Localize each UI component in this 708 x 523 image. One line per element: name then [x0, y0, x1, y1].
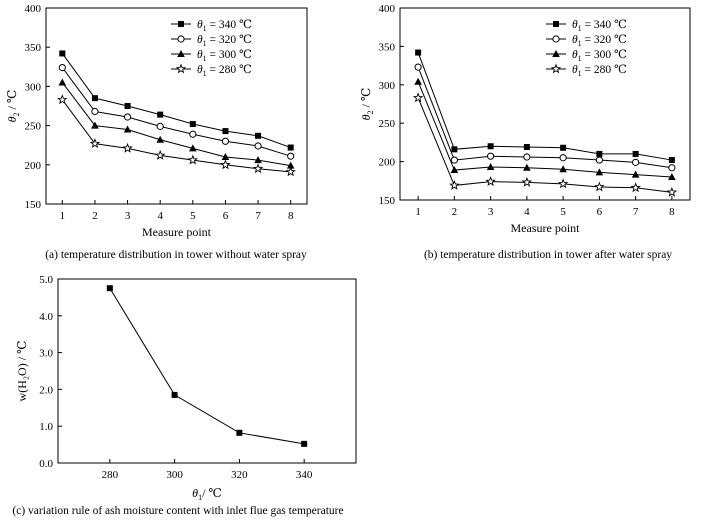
- y-tick-label: 250: [24, 120, 41, 133]
- x-tick-label: 7: [255, 210, 261, 222]
- series-line: [62, 82, 290, 165]
- data-point: [559, 180, 567, 188]
- series-star: [414, 94, 676, 196]
- legend-text: = 320 ℃: [581, 34, 627, 46]
- legend-entry: [572, 34, 627, 48]
- data-point: [221, 161, 229, 169]
- data-point: [59, 78, 67, 85]
- legend-entry: [572, 64, 627, 78]
- data-point: [157, 112, 163, 118]
- data-point: [124, 114, 130, 120]
- data-point: [156, 151, 164, 159]
- x-tick-label: 8: [669, 206, 675, 218]
- data-point: [523, 178, 531, 186]
- y-tick-label: 200: [378, 156, 395, 169]
- legend-var: θ: [197, 34, 203, 46]
- data-point: [451, 146, 457, 152]
- data-point: [287, 168, 295, 176]
- x-tick-label: 3: [124, 210, 131, 222]
- data-point: [524, 144, 530, 150]
- series-square: [107, 285, 307, 447]
- data-point: [524, 154, 530, 160]
- y-tick-label: 300: [378, 79, 395, 92]
- y-tick-label: 200: [24, 159, 41, 172]
- data-point: [560, 145, 566, 151]
- data-point: [59, 50, 65, 56]
- y-axis-label-sub: 2: [366, 110, 375, 115]
- data-point: [301, 441, 307, 447]
- y-tick-label: 350: [378, 41, 395, 54]
- data-point: [157, 123, 163, 129]
- figure-caption: (b) temperature distribution in tower after water spray: [423, 249, 673, 261]
- legend-sub: 1: [577, 54, 582, 63]
- series-triangle: [59, 78, 295, 168]
- x-tick-label: 5: [560, 206, 566, 218]
- data-point: [414, 94, 422, 102]
- legend-marker: [552, 65, 560, 73]
- legend-var: θ: [572, 64, 578, 76]
- x-tick-label: 4: [524, 206, 530, 218]
- plot-frame: [58, 279, 356, 463]
- legend-entry: [197, 34, 252, 48]
- legend-text: = 280 ℃: [206, 64, 252, 76]
- y-axis-label-unit: / ℃: [359, 87, 373, 108]
- y-axis-label: [359, 88, 375, 121]
- y-tick-label: 300: [24, 81, 41, 94]
- legend-sub: 1: [577, 69, 582, 78]
- legend-sub: 1: [202, 24, 207, 33]
- legend-entry: [197, 49, 252, 63]
- y-tick-label: 250: [378, 118, 395, 131]
- y-axis-label-var: θ: [5, 116, 19, 123]
- y-axis-label-unit: / ℃: [5, 89, 19, 110]
- data-point: [451, 157, 457, 163]
- data-point: [125, 103, 131, 109]
- series-line: [110, 288, 304, 444]
- x-tick-label: 5: [190, 210, 196, 222]
- y-axis-label-var: θ: [359, 114, 373, 121]
- data-point: [488, 143, 494, 149]
- legend-sub: 1: [577, 39, 582, 48]
- legend: [546, 19, 627, 78]
- data-point: [254, 165, 262, 173]
- data-point: [450, 181, 458, 189]
- x-axis-label: Measure point: [142, 225, 211, 239]
- legend-entry: [572, 19, 627, 33]
- data-point: [595, 183, 603, 191]
- data-point: [632, 184, 640, 192]
- data-point: [668, 188, 676, 196]
- series-line: [418, 53, 672, 161]
- data-point: [222, 128, 228, 134]
- y-tick-label: 150: [378, 195, 395, 207]
- x-axis-label: Measure point: [510, 221, 580, 235]
- data-point: [59, 64, 65, 70]
- data-point: [124, 144, 132, 152]
- legend-text: = 320 ℃: [206, 34, 252, 46]
- x-tick-label: 2: [451, 206, 458, 218]
- x-tick-label: 7: [632, 206, 639, 218]
- data-point: [189, 156, 197, 164]
- y-tick-label: 150: [24, 199, 41, 211]
- x-axis-label-unit: / ℃: [202, 486, 222, 500]
- data-point: [414, 78, 422, 85]
- figure-caption: (a) temperature distribution in tower without water spray: [45, 249, 307, 261]
- y-tick-label: 2.0: [39, 384, 53, 397]
- data-point: [58, 96, 66, 104]
- x-tick-label: 6: [596, 206, 603, 218]
- data-point: [633, 151, 639, 157]
- x-tick-label: 8: [287, 210, 294, 222]
- chart-c: [12, 274, 356, 517]
- legend-sub: 1: [202, 54, 207, 63]
- legend-marker: [553, 36, 559, 42]
- data-point: [172, 392, 178, 398]
- legend-var: θ: [197, 19, 203, 31]
- x-tick-label: 3: [487, 206, 494, 218]
- legend-var: θ: [572, 49, 578, 61]
- y-tick-label: 400: [24, 3, 41, 15]
- series-square: [415, 50, 675, 164]
- legend-text: = 280 ℃: [581, 64, 627, 76]
- x-tick-label: 340: [295, 469, 313, 481]
- data-point: [288, 153, 294, 159]
- x-tick-label: 1: [415, 206, 421, 218]
- legend-marker: [553, 21, 559, 27]
- y-tick-label: 350: [24, 42, 41, 55]
- y-tick-label: 1.0: [39, 421, 53, 434]
- data-point: [92, 95, 98, 101]
- legend-sub: 1: [202, 39, 207, 48]
- legend: [171, 19, 252, 78]
- legend-var: θ: [572, 19, 578, 31]
- legend-text: = 300 ℃: [581, 49, 627, 61]
- data-point: [669, 165, 675, 171]
- data-point: [255, 143, 261, 149]
- legend-marker: [177, 65, 185, 73]
- y-tick-label: 4.0: [39, 310, 53, 323]
- x-tick-label: 300: [166, 469, 183, 481]
- x-axis-label: [192, 486, 222, 502]
- x-tick-label: 1: [59, 210, 66, 222]
- legend-entry: [572, 49, 627, 63]
- data-point: [488, 153, 494, 159]
- y-axis-label-sub: 2: [12, 112, 21, 117]
- legend-text: = 300 ℃: [206, 49, 252, 61]
- data-point: [190, 131, 196, 137]
- x-axis-label-sub: 1: [198, 493, 203, 502]
- data-point: [92, 108, 98, 114]
- legend-var: θ: [572, 34, 578, 46]
- data-point: [487, 163, 495, 170]
- data-point: [669, 157, 675, 163]
- data-point: [222, 138, 228, 144]
- x-tick-label: 320: [231, 469, 248, 481]
- chart-b: [359, 3, 690, 261]
- legend-marker: [178, 21, 184, 27]
- legend-text: = 340 ℃: [206, 19, 252, 31]
- legend-text: = 340 ℃: [581, 19, 627, 31]
- data-point: [596, 151, 602, 157]
- series-square: [59, 50, 293, 150]
- y-tick-label: 3.0: [39, 347, 53, 360]
- y-tick-label: 400: [378, 3, 395, 15]
- series-line: [418, 98, 672, 192]
- data-point: [415, 50, 421, 56]
- y-tick-label: 0.0: [39, 458, 53, 470]
- x-tick-label: 6: [222, 210, 229, 222]
- legend-var: θ: [197, 64, 203, 76]
- figure-caption: (c) variation rule of ash moisture content with inlet flue gas temperature: [12, 505, 344, 517]
- data-point: [596, 157, 602, 163]
- legend-var: θ: [197, 49, 203, 61]
- data-point: [560, 155, 566, 161]
- data-point: [255, 133, 261, 139]
- legend-sub: 1: [577, 24, 582, 33]
- data-point: [288, 145, 294, 151]
- legend-entry: [197, 64, 252, 78]
- data-point: [415, 64, 421, 70]
- y-tick-label: 5.0: [39, 274, 53, 286]
- plot-frame: [400, 8, 690, 200]
- data-point: [107, 285, 113, 291]
- y-axis-label: [5, 90, 21, 123]
- x-tick-label: 280: [101, 469, 119, 481]
- legend-marker: [178, 36, 184, 42]
- data-point: [190, 121, 196, 127]
- plot-frame: [46, 8, 307, 204]
- data-point: [236, 430, 242, 436]
- data-point: [487, 177, 495, 185]
- x-tick-label: 4: [157, 210, 163, 222]
- x-tick-label: 2: [92, 210, 98, 222]
- chart-a: [5, 3, 307, 261]
- legend-entry: [197, 19, 252, 33]
- x-axis-label-var: θ: [192, 486, 199, 500]
- y-axis-label: w(H₂O) / ℃: [15, 340, 29, 402]
- legend-sub: 1: [202, 69, 207, 78]
- data-point: [633, 159, 639, 165]
